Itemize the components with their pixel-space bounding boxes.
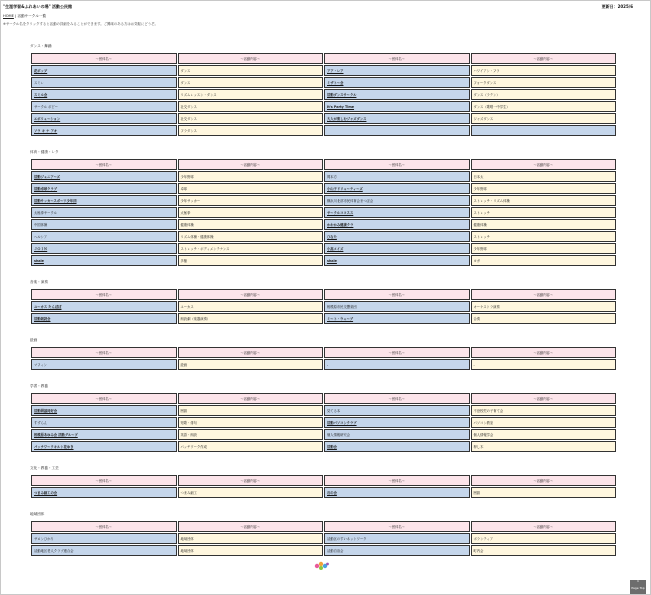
column-header-activity: ～活動内容～ [178,393,324,404]
circle-name-cell: 個人情報研究会 [324,429,470,440]
circle-name-link[interactable]: 石の会 [327,491,337,495]
table-row [31,545,616,556]
circle-name-cell: 活動自治会 [324,545,470,556]
column-header-activity: ～活動内容～ [178,347,324,358]
circle-list [30,42,617,568]
activity-cell: ボランティア [471,533,617,544]
table-header-row [31,289,616,300]
section [30,382,617,453]
table-row [31,313,616,324]
page-title: "生涯学習&ふれあいの場" 活動公民館 [3,4,73,9]
circle-name-link[interactable]: 花ポップ [34,69,48,73]
circle-name-link[interactable]: 大人が楽しむジャズダンス [327,117,367,121]
circle-name-cell [31,441,177,452]
circle-name-link[interactable]: ミート・ウェーブ [327,317,354,321]
circle-name-link[interactable]: スミル会 [34,93,48,97]
activity-cell: 囲碁 [471,487,617,498]
column-header-activity: ～活動内容～ [471,521,617,532]
column-header-name: ～団体名～ [324,347,470,358]
column-header-name: ～団体名～ [324,475,470,486]
table-header-row [31,159,616,170]
column-header-activity: ～活動内容～ [471,53,617,64]
table-row [31,405,616,416]
circle-name-link[interactable]: ソラ キ ナ アオ [34,129,58,133]
activity-cell: ダンス（歌唱一中学生） [471,101,617,112]
column-header-name: ～団体名～ [31,53,177,64]
circle-name-cell [324,313,470,324]
activity-cell: ヨガ [471,255,617,266]
circle-name-cell: 活動地区老人クラブ連合会 [31,545,177,556]
table-row [31,487,616,498]
circle-name-link[interactable]: shale [327,258,337,263]
table-row [31,207,616,218]
table-row [31,301,616,312]
circle-name-cell: 活動区のすいネットワーク [324,533,470,544]
column-header-activity: ～活動内容～ [178,289,324,300]
circle-name-link[interactable]: ユーカス たんぽぽ [34,305,62,309]
circle-name-link[interactable]: ひなた [327,235,337,239]
column-header-activity: ～活動内容～ [471,289,617,300]
circle-name-cell: 中国体操 [31,219,177,230]
circle-name-link[interactable]: shale [34,258,44,263]
circle-name-cell [324,77,470,88]
activity-cell: ダンス [178,77,324,88]
table-row [31,359,616,370]
circle-name-cell [324,207,470,218]
table-row [31,101,616,112]
activity-cell: ストレッチ [471,231,617,242]
activity-cell: 健康体操 [471,219,617,230]
activity-cell: 少年野球 [471,183,617,194]
column-header-activity: ～活動内容～ [471,159,617,170]
activity-cell: オーケストラ演奏 [471,301,617,312]
table-row [31,231,616,242]
circle-name-cell [31,487,177,498]
circle-name-link[interactable]: 活動朗読会 [34,317,51,321]
circle-name-link[interactable]: ミザトー会 [327,81,344,85]
activity-cell: ストレッチ・ボディメンテナンス [178,243,324,254]
activity-cell: ダンス（ラテン） [471,89,617,100]
breadcrumb-separator: | [15,14,17,18]
table-row [31,89,616,100]
activity-cell: 町内会 [471,545,617,556]
circle-name-cell: サークル ポピー [31,101,177,112]
page-top-label: Page Top [631,586,645,590]
table-row [31,243,616,254]
activity-cell: 囲碁 [178,405,324,416]
activity-cell: フォークダンス [471,77,617,88]
circle-name-cell [324,441,470,452]
circle-table [30,158,617,267]
notice-text: ※サークル名をクリックすると活動の詳細をみることができます。ご興味のある方はお気軽にどうぞ。 [3,22,158,26]
breadcrumb [3,12,46,20]
section-title: 学習・教養 [30,384,48,388]
activity-cell: リズム体操・健康体操 [178,231,324,242]
chevron-up-icon: ⌃ [635,580,641,586]
section [30,278,617,325]
activity-cell: 地域団体 [178,545,324,556]
circle-name-cell [324,417,470,428]
table-row [31,125,616,136]
table-row [31,77,616,88]
activity-cell: 短歌・俳句 [178,417,324,428]
activity-cell: 太極拳 [178,207,324,218]
circle-name-cell: 見てる本 [324,405,470,416]
circle-name-cell: サロンひかり [31,533,177,544]
column-header-name: ～団体名～ [324,53,470,64]
table-header-row [31,53,616,64]
circle-name-cell: 太極拳サークル [31,207,177,218]
circle-name-link[interactable]: エボリューション [34,117,61,121]
circle-name-link[interactable]: かわかみ健康クラ [327,223,354,227]
circle-name-cell: スミレ [31,77,177,88]
activity-cell: パッチワーク作成 [178,441,324,452]
column-header-name: ～団体名～ [31,347,177,358]
activity-cell: 社交ダンス [178,113,324,124]
activity-cell: 英語・朗読 [178,429,324,440]
table-row [31,65,616,76]
activity-cell: 個人情報学会 [471,429,617,440]
table-header-row [31,475,616,486]
activity-cell: 合奏 [471,313,617,324]
site-logo-icon [313,560,331,572]
activity-cell: 絵画 [178,359,324,370]
column-header-name: ～団体名～ [31,159,177,170]
activity-cell: リズムレッスン・ダンス [178,89,324,100]
section [30,148,617,267]
activity-cell: ダンス [178,65,324,76]
column-header-name: ～団体名～ [324,289,470,300]
column-header-activity: ～活動内容～ [178,159,324,170]
circle-name-link[interactable]: 小山子ドリューティーズ [327,187,363,191]
table-row [31,417,616,428]
column-header-name: ～団体名～ [324,393,470,404]
activity-cell: 少年野球 [471,243,617,254]
circle-table [30,392,617,453]
circle-name-link[interactable]: 相模原あゆみ会 活動グループ [34,433,78,437]
circle-name-cell: 相模原市民交響楽団 [324,301,470,312]
activity-cell: ストレッチ・リズム体操 [471,195,617,206]
circle-name-cell [324,219,470,230]
section [30,510,617,557]
circle-name-cell [31,255,177,266]
circle-name-cell [324,183,470,194]
table-row [31,219,616,230]
column-header-activity: ～活動内容～ [178,53,324,64]
column-header-activity: ～活動内容～ [178,521,324,532]
column-header-name: ～団体名～ [31,475,177,486]
activity-cell: 社交ダンス [178,101,324,112]
circle-name-cell [31,429,177,440]
breadcrumb-current: 活動サークル一覧 [17,14,47,18]
page-top-button[interactable] [630,580,646,594]
column-header-name: ～団体名～ [324,521,470,532]
table-row [31,441,616,452]
column-header-activity: ～活動内容～ [471,393,617,404]
activity-cell: パソコン教室 [471,417,617,428]
table-row [31,183,616,194]
circle-name-cell: すずらん [31,417,177,428]
empty-cell [324,125,470,136]
activity-cell: 日本太 [471,171,617,182]
circle-name-cell [31,195,177,206]
circle-name-cell [324,65,470,76]
circle-name-link[interactable]: ＪＯＩＮ [34,247,48,251]
circle-name-link[interactable]: 活動パソコンクラブ [327,421,357,425]
column-header-name: ～団体名～ [31,521,177,532]
circle-name-cell [324,113,470,124]
table-header-row [31,347,616,358]
circle-name-cell: 岡本方 [324,171,470,182]
table-row [31,171,616,182]
section-title: ダンス・舞踊 [30,44,52,48]
circle-table [30,474,617,499]
circle-name-cell [31,405,177,416]
column-header-name: ～団体名～ [31,393,177,404]
circle-name-link[interactable]: 活動ダンスサークル [327,93,357,97]
section [30,42,617,137]
activity-cell: ハワイアン・フラ [471,65,617,76]
activity-cell: フラダンス [178,125,324,136]
circle-name-link[interactable]: サークルココスス [327,211,354,215]
circle-name-cell [31,125,177,136]
circle-name-cell: 横浜川北部市民体育会まつぼ会 [324,195,470,206]
circle-name-link[interactable]: 活動囲碁同好会 [34,409,58,413]
activity-cell: 健康体操 [178,219,324,230]
activity-cell: ユーカス [178,301,324,312]
circle-name-link[interactable]: 小高メイズ [327,247,344,251]
activity-cell: 押し木 [471,441,617,452]
column-header-activity: ～活動内容～ [471,347,617,358]
circle-name-cell [324,89,470,100]
table-row [31,195,616,206]
activity-cell: 少年野球 [178,171,324,182]
section-title: 文化・教養・工芸 [30,466,59,470]
circle-table [30,520,617,557]
circle-name-link[interactable]: 活動ジュニアーズ [34,175,61,179]
circle-name-cell [324,487,470,498]
circle-name-cell [324,255,470,266]
circle-name-cell [31,89,177,100]
empty-cell [471,125,617,136]
circle-name-cell [324,101,470,112]
circle-name-cell [324,231,470,242]
activity-cell: 地域団体 [178,533,324,544]
column-header-activity: ～活動内容～ [471,475,617,486]
table-row [31,429,616,440]
activity-cell: 多様 [178,255,324,266]
table-row [31,113,616,124]
circle-table [30,52,617,137]
circle-table [30,346,617,371]
activity-cell: - [471,359,617,370]
column-header-name: ～団体名～ [324,159,470,170]
circle-name-cell [31,313,177,324]
circle-name-cell [324,243,470,254]
circle-table [30,288,617,325]
breadcrumb-home-link[interactable]: HOME [3,14,14,18]
section [30,464,617,499]
activity-cell: 朗読劇（楽器演奏） [178,313,324,324]
circle-name-link[interactable]: アア・レア [327,69,344,73]
section-title: 絵画 [30,338,38,342]
activity-cell: 不登校児の子育て会 [471,405,617,416]
updated-date: 更新日：2025/6 [601,4,633,9]
activity-cell: ストレッチ [471,207,617,218]
section-title: 地域団体 [30,512,45,516]
circle-name-cell [31,301,177,312]
circle-name-link[interactable]: It's Party Time [327,104,355,109]
table-header-row [31,393,616,404]
circle-name-cell [31,65,177,76]
circle-name-cell [31,171,177,182]
table-header-row [31,521,616,532]
column-header-name: ～団体名～ [31,289,177,300]
section-title: 体育・健康・レク [30,150,59,154]
circle-name-cell: - [324,359,470,370]
section-title: 音楽・演奏 [30,280,48,284]
circle-name-link[interactable]: 活動卓球クラブ [34,187,58,191]
activity-cell: 少年サッカー [178,195,324,206]
column-header-activity: ～活動内容～ [178,475,324,486]
top-bar [3,2,633,12]
table-row [31,255,616,266]
circle-name-link[interactable]: つまみ細工の会 [34,491,58,495]
section [30,336,617,371]
activity-cell: つまみ細工 [178,487,324,498]
circle-name-cell: ヘルシア [31,231,177,242]
circle-name-link[interactable]: パッチワークキルト花ゆき [34,445,74,449]
circle-name-link[interactable]: 活動会 [327,445,337,449]
circle-name-cell [31,183,177,194]
circle-name-cell [31,243,177,254]
circle-name-link[interactable]: 活動サッカースポーツ少年団 [34,199,77,203]
circle-name-cell: マフィン [31,359,177,370]
circle-name-cell [31,113,177,124]
table-row [31,533,616,544]
activity-cell: 卓球 [178,183,324,194]
activity-cell: ジャズダンス [471,113,617,124]
